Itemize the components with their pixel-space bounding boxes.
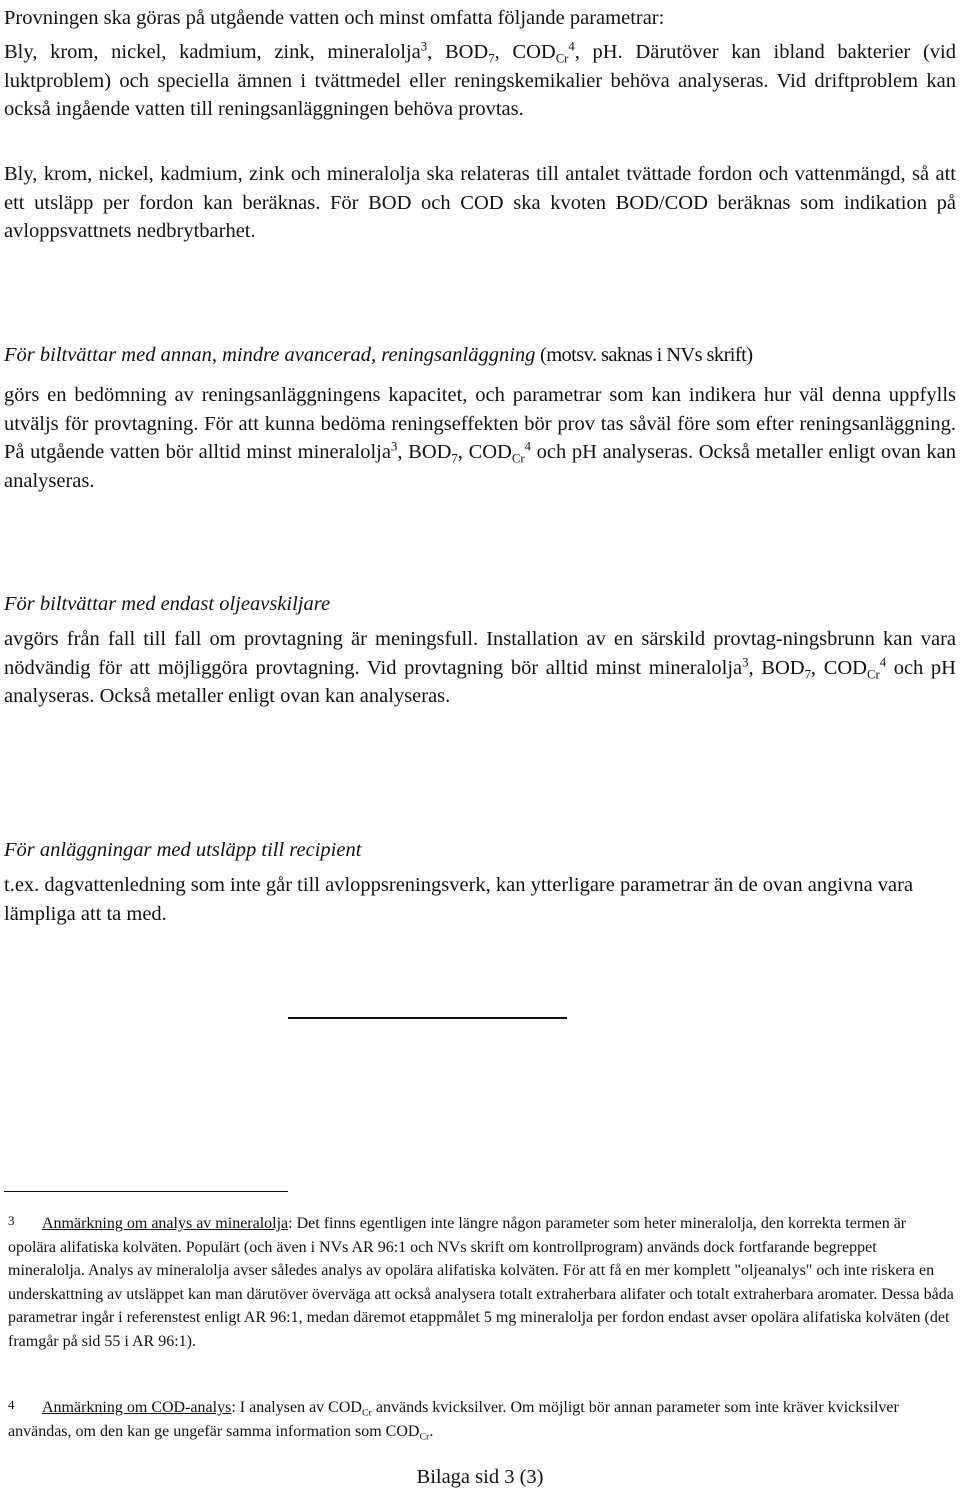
relation-paragraph: Bly, krom, nickel, kadmium, zink och mineralolja ska relateras till antalet tvättade fordon och vattenmängd, så att ett utsläpp per fordon kan beräknas. För BOD och COD ska kvoten BOD/COD beräknas som indikation på avloppsvattnets nedbrytbarhet. (4, 163, 956, 242)
footnote-number: 4 (8, 1397, 15, 1412)
footnote-title: Anmärkning om analys av mineralolja (42, 1215, 289, 1232)
footnote-separator (4, 1191, 288, 1192)
section-heading-recipient: För anläggningar med utsläpp till recipient (4, 839, 362, 861)
section-heading-oil-separator: För biltvättar med endast oljeavskiljare (4, 593, 331, 615)
footnote-ref-4[interactable]: 4 (524, 439, 531, 454)
footnote-number: 3 (8, 1213, 15, 1228)
separator-rule (288, 1017, 567, 1019)
footnote-ref-3[interactable]: 3 (420, 39, 428, 54)
section-body-advanced-treatment: görs en bedömning av reningsanläggningens kapacitet, och parametrar som kan indikera hur väl denna uppfylls utväljs för provtagning. För att kunna bedöma reningseffekten bör prov tas såväl före som efter reningsanläggning. På utgående vatten bör alltid minst mineralolja$^3$, $BOD_7$, $COD_{Cr}^4$ och pH analyseras. Också metaller enligt ovan kan analyseras. (4, 384, 956, 492)
footnote-ref-3[interactable]: 3 (742, 654, 749, 669)
parameters-paragraph: Bly, krom, nickel, kadmium, zink, mineralolja$^3$, $BOD_7$, $COD_{Cr}^4$, pH. Därutöver kan ibland bakterier (vid luktproblem) och speciella ämnen i tvättmedel eller reningskemikalier behöva analyseras. Vid driftproblem kan också ingående vatten till reningsanläggningen behöva provtas. (4, 39, 956, 120)
page-footer: Bilaga sid 3 (3) (416, 1466, 544, 1488)
footnote-title: Anmärkning om COD-analys (42, 1399, 232, 1416)
section-heading-advanced-treatment: För biltvättar med annan, mindre avancerad, reningsanläggning (motsv. saknas i NVs skrift) (4, 344, 753, 366)
footnote-ref-4[interactable]: 4 (568, 39, 575, 54)
footnote-4: 4 Anmärkning om COD-analys: I analysen av $COD_{Cr}$ används kvicksilver. Om möjligt bör annan parameter som inte kräver kvicksilver användas, om den kan ge ungefär samma information som $COD_{Cr}$. (8, 1393, 956, 1443)
footnote-ref-3[interactable]: 3 (390, 439, 398, 454)
intro-line: Provningen ska göras på utgående vatten och minst omfatta följande parametrar: (4, 7, 665, 29)
section-body-oil-separator: avgörs från fall till fall om provtagning är meningsfull. Installation av en särskild provtag-ningsbrunn kan vara nödvändig för att möjliggöra provtagning. Vid provtagning bör alltid minst mineralolja$^3$, $BOD_7$, $COD_{Cr}^4$ och pH analyseras. Också metaller enligt ovan kan analyseras. (4, 628, 956, 707)
section-body-recipient: t.ex. dagvattenledning som inte går till avloppsreningsverk, kan ytterligare parametrar än de ovan angivna vara lämpliga att ta med. (4, 874, 914, 925)
footnote-3: 3 Anmärkning om analys av mineralolja: Det finns egentligen inte längre någon parameter som heter mineralolja, den korrekta termen är opolära alifatiska kolväten. Populärt (och även i NVs AR 96:1 och NVs skrift om kontrollprogram) används dock fortfarande begreppet mineralolja. Analys av mineralolja avser således analys av opolära alifatiska kolväten. För att få en mer komplett "oljeanalys" och inte riskera en underskattning av utsläppet kan man därutöver överväga att också analysera totalt extraherbara alifater och totalt extraherbara aromater. Dessa båda parametrar ingår i referenstest enligt AR 96:1, medan däremot etappmålet 5 mg mineralolja per fordon endast avser opolära alifatiska kolväten (det framgår på sid 55 i AR 96:1). (8, 1209, 956, 1353)
footnote-ref-4[interactable]: 4 (879, 654, 887, 669)
